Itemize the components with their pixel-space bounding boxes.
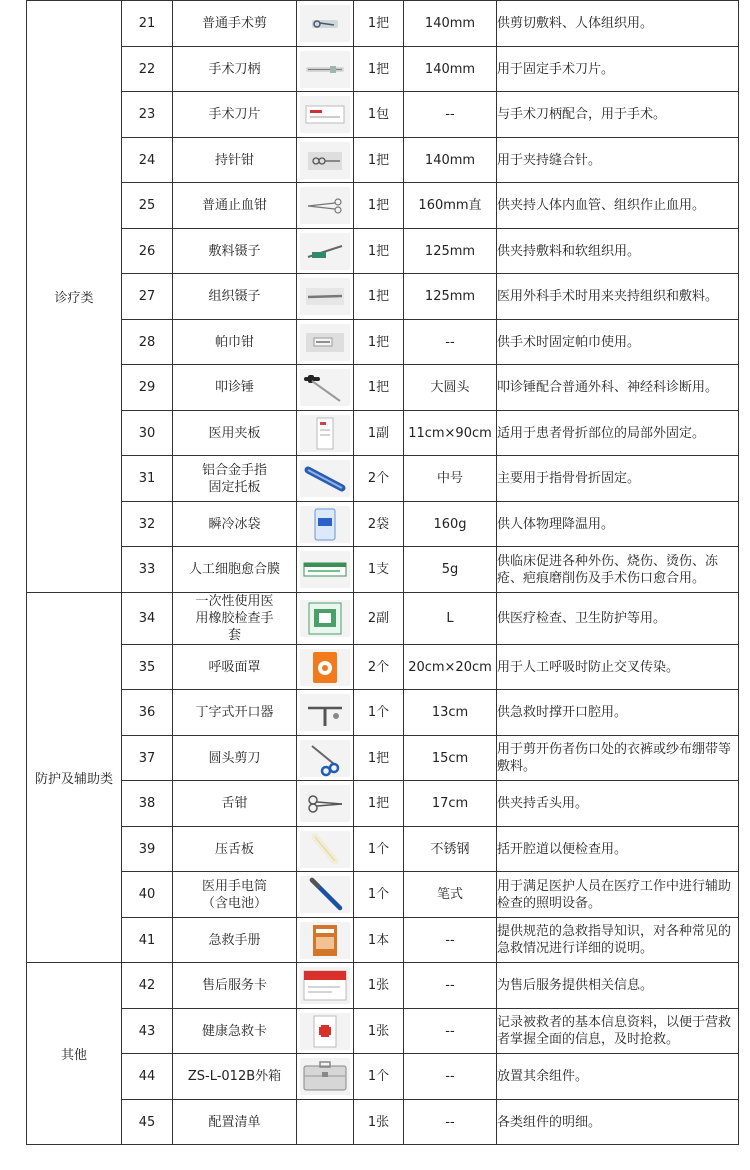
item-number: 44 xyxy=(122,1054,173,1100)
item-description: 用于剪开伤者伤口处的衣裤或纱布绷带等敷料。 xyxy=(497,736,739,781)
item-number: 27 xyxy=(122,274,173,320)
item-quantity: 2副 xyxy=(354,593,404,645)
item-spec: 5g xyxy=(404,547,497,593)
manual-icon xyxy=(300,922,350,959)
item-image-cell xyxy=(297,1009,354,1054)
item-image-cell xyxy=(297,502,354,547)
category-cell: 诊疗类 xyxy=(27,1,122,593)
table-row xyxy=(27,138,739,183)
reflex-hammer-icon xyxy=(300,369,350,406)
item-spec: 11cm×90cm xyxy=(404,411,497,456)
item-image-cell xyxy=(297,872,354,918)
table-row xyxy=(27,365,739,411)
item-quantity: 1个 xyxy=(354,827,404,872)
item-name-cell xyxy=(173,593,297,645)
item-name-cell xyxy=(173,781,297,827)
item-name: 售后服务卡 xyxy=(201,978,267,993)
table-row xyxy=(27,411,739,456)
item-quantity: 1把 xyxy=(354,1,404,47)
table-row xyxy=(27,736,739,781)
splint-icon xyxy=(300,415,350,452)
item-quantity: 1把 xyxy=(354,47,404,92)
table-row xyxy=(27,690,739,736)
item-description: 记录被救者的基本信息资料，以便于营救者掌握全面的信息，及时抢救。 xyxy=(497,1009,739,1054)
item-name-cell xyxy=(173,229,297,274)
item-quantity: 1个 xyxy=(354,690,404,736)
category-cell: 防护及辅助类 xyxy=(27,593,122,963)
item-number: 24 xyxy=(122,138,173,183)
gel-tube-icon xyxy=(300,551,350,588)
item-name: 一次性使用医用橡胶检查手套 xyxy=(195,594,274,643)
item-number: 37 xyxy=(122,736,173,781)
item-quantity: 2个 xyxy=(354,645,404,690)
mouth-gag-icon xyxy=(300,694,350,731)
item-image-cell xyxy=(297,456,354,502)
item-spec: 160mm直 xyxy=(404,183,497,229)
tissue-forceps-icon xyxy=(300,278,350,315)
item-image-cell xyxy=(297,1100,354,1145)
item-description: 用于满足医护人员在医疗工作中进行辅助检查的照明设备。 xyxy=(497,872,739,918)
scalpel-handle-icon xyxy=(300,51,350,88)
item-quantity: 1张 xyxy=(354,1009,404,1054)
item-number: 34 xyxy=(122,593,173,645)
item-number: 45 xyxy=(122,1100,173,1145)
item-image-cell xyxy=(297,274,354,320)
item-spec: -- xyxy=(404,918,497,963)
item-spec: 140mm xyxy=(404,1,497,47)
table-row xyxy=(27,47,739,92)
item-spec: -- xyxy=(404,320,497,365)
table-row xyxy=(27,918,739,963)
item-name: 敷料镊子 xyxy=(208,243,261,259)
item-name: 普通手术剪 xyxy=(201,16,267,31)
item-image-cell xyxy=(297,47,354,92)
item-number: 22 xyxy=(122,47,173,92)
table-row xyxy=(27,1100,739,1145)
first-aid-card-icon xyxy=(300,1013,350,1050)
table-row xyxy=(27,781,739,827)
item-spec: 13cm xyxy=(404,690,497,736)
item-spec: 中号 xyxy=(404,456,497,502)
penlight-icon xyxy=(300,876,350,913)
item-image-cell xyxy=(297,1054,354,1100)
item-description: 医用外科手术时用来夹持组织和敷料。 xyxy=(497,274,739,320)
item-spec: 160g xyxy=(404,502,497,547)
category-cell: 其他 xyxy=(27,963,122,1145)
item-name-cell xyxy=(173,736,297,781)
item-name-cell xyxy=(173,365,297,411)
item-spec: 17cm xyxy=(404,781,497,827)
item-image-cell xyxy=(297,229,354,274)
item-image-cell xyxy=(297,183,354,229)
item-number: 23 xyxy=(122,92,173,138)
table-row xyxy=(27,1,739,47)
item-quantity: 1把 xyxy=(354,274,404,320)
item-image-cell xyxy=(297,827,354,872)
item-name: 配置清单 xyxy=(208,1114,261,1130)
item-description: 供夹持敷料和软组织用。 xyxy=(497,229,739,274)
table-row xyxy=(27,1054,739,1100)
towel-clamp-icon xyxy=(300,324,350,361)
item-image-cell xyxy=(297,138,354,183)
item-number: 35 xyxy=(122,645,173,690)
item-number: 21 xyxy=(122,1,173,47)
item-spec: -- xyxy=(404,92,497,138)
item-description: 各类组件的明细。 xyxy=(497,1100,739,1145)
item-name-cell xyxy=(173,411,297,456)
finger-splint-icon xyxy=(300,460,350,497)
item-description: 供临床促进各种外伤、烧伤、烫伤、冻疮、疤痕磨削伤及手术伤口愈合用。 xyxy=(497,547,739,593)
item-spec: 125mm xyxy=(404,274,497,320)
table-row xyxy=(27,827,739,872)
item-description: 为售后服务提供相关信息。 xyxy=(497,963,739,1009)
item-name: 圆头剪刀 xyxy=(208,750,261,766)
item-quantity: 1包 xyxy=(354,92,404,138)
table-row xyxy=(27,229,739,274)
table-row xyxy=(27,320,739,365)
scissors-icon xyxy=(300,5,350,42)
item-spec: 笔式 xyxy=(404,872,497,918)
item-description: 供急救时撑开口腔用。 xyxy=(497,690,739,736)
item-description: 括开腔道以便检查用。 xyxy=(497,827,739,872)
item-description: 供医疗检查、卫生防护等用。 xyxy=(497,593,739,645)
item-image-cell xyxy=(297,918,354,963)
item-description: 主要用于指骨骨折固定。 xyxy=(497,456,739,502)
gloves-pack-icon xyxy=(300,600,350,637)
item-name: 持针钳 xyxy=(214,152,254,168)
item-name-cell xyxy=(173,1,297,47)
item-image-cell xyxy=(297,411,354,456)
item-name-cell xyxy=(173,320,297,365)
tongue-depressor-icon xyxy=(300,831,350,868)
item-image-cell xyxy=(297,736,354,781)
item-number: 41 xyxy=(122,918,173,963)
item-quantity: 1把 xyxy=(354,781,404,827)
ice-pack-icon xyxy=(300,506,350,543)
item-image-cell xyxy=(297,781,354,827)
item-name: 组织镊子 xyxy=(208,289,261,304)
item-description: 提供规范的急救指导知识，对各种常见的急救情况进行详细的说明。 xyxy=(497,918,739,963)
item-name-cell xyxy=(173,1054,297,1100)
item-spec: 不锈钢 xyxy=(404,827,497,872)
item-spec: 15cm xyxy=(404,736,497,781)
item-number: 38 xyxy=(122,781,173,827)
item-image-cell xyxy=(297,645,354,690)
item-quantity: 1个 xyxy=(354,1054,404,1100)
table-row xyxy=(27,593,739,645)
item-description: 供剪切敷料、人体组织用。 xyxy=(497,1,739,47)
item-description: 用于固定手术刀片。 xyxy=(497,47,739,92)
item-name: ZS-L-012B外箱 xyxy=(187,1069,282,1084)
item-quantity: 1本 xyxy=(354,918,404,963)
table-row xyxy=(27,502,739,547)
cpr-mask-icon xyxy=(300,649,350,686)
item-number: 33 xyxy=(122,547,173,593)
needle-holder-icon xyxy=(300,142,350,179)
item-spec: 140mm xyxy=(404,138,497,183)
component-table xyxy=(26,0,739,1145)
item-number: 31 xyxy=(122,456,173,502)
item-description: 供夹持人体内血管、组织作止血用。 xyxy=(497,183,739,229)
item-quantity: 1把 xyxy=(354,736,404,781)
item-name: 人工细胞愈合膜 xyxy=(188,562,280,577)
tongue-forceps-icon xyxy=(300,785,350,822)
item-spec: L xyxy=(404,593,497,645)
item-quantity: 1把 xyxy=(354,183,404,229)
item-number: 26 xyxy=(122,229,173,274)
item-name-cell xyxy=(173,92,297,138)
blade-pack-icon xyxy=(300,96,350,133)
item-number: 42 xyxy=(122,963,173,1009)
item-quantity: 2个 xyxy=(354,456,404,502)
item-description: 用于夹持缝合针。 xyxy=(497,138,739,183)
item-name: 手术刀片 xyxy=(208,107,261,122)
item-image-cell xyxy=(297,320,354,365)
item-name-cell xyxy=(173,47,297,92)
item-number: 29 xyxy=(122,365,173,411)
item-number: 25 xyxy=(122,183,173,229)
item-name-cell xyxy=(173,456,297,502)
item-name: 医用夹板 xyxy=(208,425,261,441)
item-number: 43 xyxy=(122,1009,173,1054)
table-row xyxy=(27,645,739,690)
item-spec: 20cm×20cm xyxy=(404,645,497,690)
table-row xyxy=(27,872,739,918)
table-row xyxy=(27,456,739,502)
service-card-icon xyxy=(300,967,350,1004)
item-quantity: 2袋 xyxy=(354,502,404,547)
item-name: 叩诊锤 xyxy=(214,380,254,395)
item-name-cell xyxy=(173,138,297,183)
item-spec: 大圆头 xyxy=(404,365,497,411)
item-name-cell xyxy=(173,690,297,736)
item-description: 适用于患者骨折部位的局部外固定。 xyxy=(497,411,739,456)
table-row xyxy=(27,1009,739,1054)
item-name: 急救手册 xyxy=(208,932,261,948)
aluminum-case-icon xyxy=(300,1058,350,1095)
item-name-cell xyxy=(173,274,297,320)
item-name: 压舌板 xyxy=(214,841,254,857)
item-spec: -- xyxy=(404,1100,497,1145)
item-name-cell xyxy=(173,1100,297,1145)
hemostat-icon xyxy=(300,187,350,224)
item-name-cell xyxy=(173,183,297,229)
item-name: 手术刀柄 xyxy=(208,61,261,77)
item-spec: 125mm xyxy=(404,229,497,274)
item-name: 丁字式开口器 xyxy=(195,705,274,720)
item-quantity: 1把 xyxy=(354,229,404,274)
item-quantity: 1把 xyxy=(354,138,404,183)
item-name: 普通止血钳 xyxy=(201,198,267,213)
item-name: 医用手电筒（含电池） xyxy=(201,878,267,911)
bandage-scissors-icon xyxy=(300,740,350,777)
item-description: 供手术时固定帕巾使用。 xyxy=(497,320,739,365)
item-image-cell xyxy=(297,365,354,411)
item-image-cell xyxy=(297,963,354,1009)
item-name-cell xyxy=(173,827,297,872)
item-quantity: 1把 xyxy=(354,320,404,365)
item-image-cell xyxy=(297,1,354,47)
item-number: 39 xyxy=(122,827,173,872)
item-name-cell xyxy=(173,547,297,593)
item-number: 40 xyxy=(122,872,173,918)
table-row xyxy=(27,92,739,138)
item-name: 帕巾钳 xyxy=(214,334,254,350)
item-name: 呼吸面罩 xyxy=(208,659,261,675)
item-quantity: 1支 xyxy=(354,547,404,593)
item-quantity: 1副 xyxy=(354,411,404,456)
item-description: 放置其余组件。 xyxy=(497,1054,739,1100)
item-name-cell xyxy=(173,1009,297,1054)
table-row xyxy=(27,183,739,229)
item-number: 32 xyxy=(122,502,173,547)
item-spec: -- xyxy=(404,963,497,1009)
item-number: 28 xyxy=(122,320,173,365)
item-image-cell xyxy=(297,547,354,593)
item-description: 叩诊锤配合普通外科、神经科诊断用。 xyxy=(497,365,739,411)
item-number: 30 xyxy=(122,411,173,456)
item-image-cell xyxy=(297,690,354,736)
item-quantity: 1把 xyxy=(354,365,404,411)
item-description: 与手术刀柄配合，用于手术。 xyxy=(497,92,739,138)
dressing-forceps-icon xyxy=(300,233,350,270)
table-row xyxy=(27,274,739,320)
item-quantity: 1个 xyxy=(354,872,404,918)
table-row xyxy=(27,963,739,1009)
item-quantity: 1张 xyxy=(354,963,404,1009)
item-spec: -- xyxy=(404,1009,497,1054)
table-row xyxy=(27,547,739,593)
item-description: 供人体物理降温用。 xyxy=(497,502,739,547)
item-description: 用于人工呼吸时防止交叉传染。 xyxy=(497,645,739,690)
item-image-cell xyxy=(297,593,354,645)
item-name-cell xyxy=(173,645,297,690)
item-spec: 140mm xyxy=(404,47,497,92)
item-quantity: 1张 xyxy=(354,1100,404,1145)
item-spec: -- xyxy=(404,1054,497,1100)
item-image-cell xyxy=(297,92,354,138)
item-name: 舌钳 xyxy=(221,796,248,811)
item-name-cell xyxy=(173,963,297,1009)
item-description: 供夹持舌头用。 xyxy=(497,781,739,827)
item-name: 铝合金手指固定托板 xyxy=(201,462,267,495)
item-name-cell xyxy=(173,918,297,963)
item-name: 健康急救卡 xyxy=(201,1023,267,1039)
item-name-cell xyxy=(173,872,297,918)
item-number: 36 xyxy=(122,690,173,736)
item-name-cell xyxy=(173,502,297,547)
item-name: 瞬冷冰袋 xyxy=(208,516,261,532)
